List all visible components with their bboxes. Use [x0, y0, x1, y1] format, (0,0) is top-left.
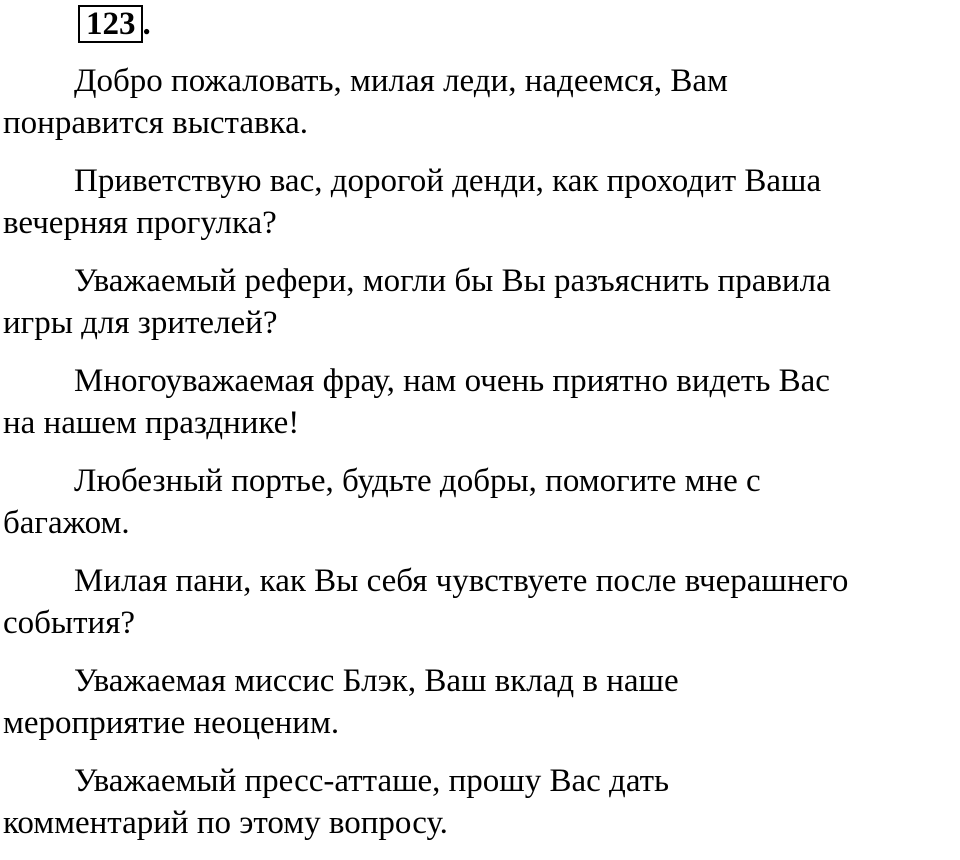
- paragraph-line: Любезный портье, будьте добры, помогите мне с: [74, 463, 761, 499]
- paragraph-line: вечерняя прогулка?: [3, 205, 277, 241]
- paragraph: [3, 360, 960, 444]
- paragraph-line: Многоуважаемая фрау, нам очень приятно видеть Вас: [74, 363, 830, 399]
- paragraph-line: Уважаемая миссис Блэк, Ваш вклад в наше: [74, 663, 679, 699]
- paragraph-line: мероприятие неоценим.: [3, 705, 340, 741]
- exercise-number: [78, 4, 151, 44]
- paragraph-line: багажом.: [3, 505, 130, 541]
- paragraph-line: Добро пожаловать, милая леди, надеемся, Вам: [74, 63, 728, 99]
- paragraph-line: Уважаемый рефери, могли бы Вы разъяснить правила: [74, 263, 831, 299]
- paragraph: [3, 60, 960, 144]
- paragraph-line: Приветствую вас, дорогой денди, как проходит Ваша: [74, 163, 822, 199]
- exercise-number-box: 123: [78, 5, 143, 43]
- exercise-text: [3, 60, 960, 860]
- paragraph-line: понравится выставка.: [3, 105, 308, 141]
- paragraph: [3, 660, 960, 744]
- paragraph-line: игры для зрителей?: [3, 305, 278, 341]
- exercise-number-dot: .: [142, 6, 151, 42]
- paragraph: [3, 560, 960, 644]
- paragraph-line: Уважаемый пресс-атташе, прошу Вас дать: [74, 763, 670, 799]
- paragraph: [3, 160, 960, 244]
- paragraph: [3, 760, 960, 844]
- paragraph-line: события?: [3, 605, 136, 641]
- paragraph: [3, 460, 960, 544]
- paragraph: [3, 260, 960, 344]
- paragraph-line: на нашем празднике!: [3, 405, 300, 441]
- paragraph-line: комментарий по этому вопросу.: [3, 805, 448, 841]
- paragraph-line: Милая пани, как Вы себя чувствуете после вчерашнего: [74, 563, 849, 599]
